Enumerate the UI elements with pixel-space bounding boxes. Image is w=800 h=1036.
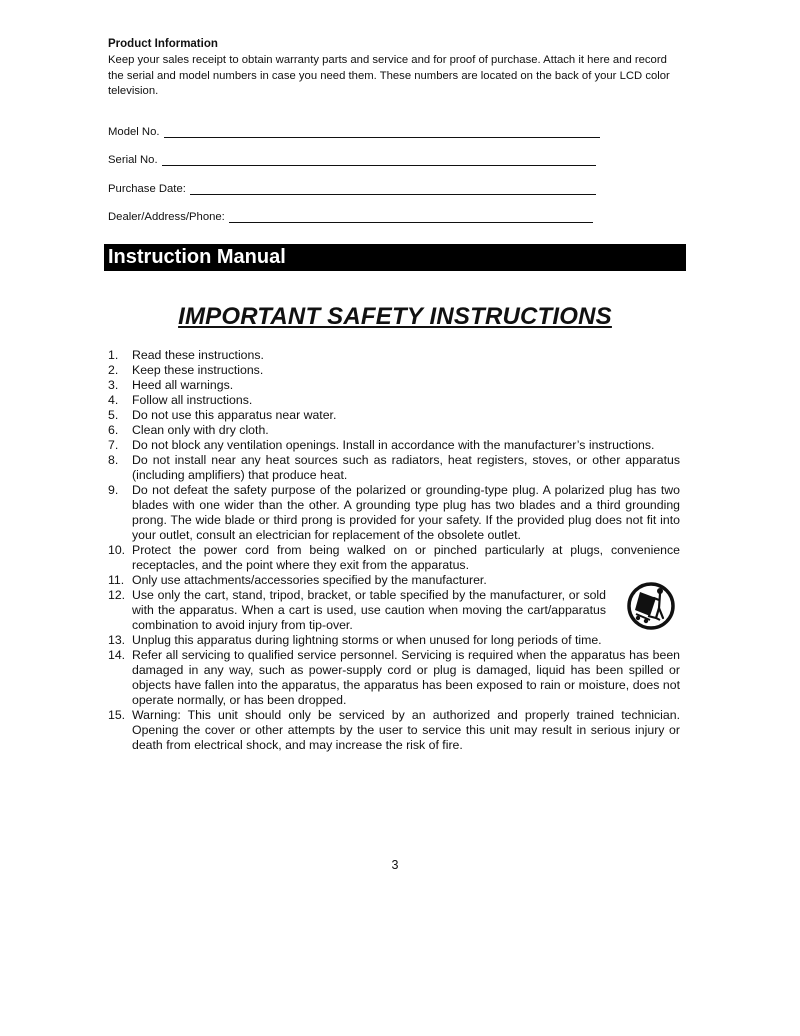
list-item: 5. Do not use this apparatus near water.: [108, 408, 337, 422]
list-item: 1. Read these instructions.: [108, 348, 264, 362]
list-item: 12. Use only the cart, stand, tripod, bracket, or table specified by the manufacturer, or sold with the apparatus. When a cart is used, use caution when moving the cart/apparatus combination to avoid injury from tip-over.: [108, 588, 606, 632]
list-item: 7. Do not block any ventilation openings. Install in accordance with the manufacturer’s instructions.: [108, 438, 655, 452]
serial-no-field: [108, 152, 596, 166]
list-item: 6. Clean only with dry cloth.: [108, 423, 269, 437]
list-item: 4. Follow all instructions.: [108, 393, 253, 407]
banner-edge: [102, 244, 104, 271]
list-item: 2. Keep these instructions.: [108, 363, 264, 377]
instruction-manual-banner: Instruction Manual: [102, 244, 686, 271]
list-item: 13. Unplug this apparatus during lightning storms or when unused for long periods of time.: [108, 633, 602, 647]
purchase-date-field: [108, 181, 596, 195]
list-item: 14. Refer all servicing to qualified service personnel. Servicing is required when the apparatus has been damaged in any way, such as power-supply cord or plug is damaged, liquid has been spilled or objects have fallen into the apparatus, the apparatus has been exposed to rain or moisture, does not operate normally, or has been dropped.: [108, 648, 680, 707]
dealer-label: Dealer/Address/Phone:: [108, 211, 225, 223]
model-no-label: Model No.: [108, 126, 160, 138]
list-item: 15. Warning: This unit should only be serviced by an authorized and properly trained technician. Opening the cover or other attempts by the user to service this unit may result in serious injury or death from electrical shock, and may increase the risk of fire.: [108, 708, 680, 752]
list-item: 3. Heed all warnings.: [108, 378, 234, 392]
purchase-date-line[interactable]: [190, 181, 596, 195]
dealer-line[interactable]: [229, 209, 593, 223]
list-item: 9. Do not defeat the safety purpose of the polarized or grounding-type plug. A polarized plug has two blades with one wider than the other. A grounding type plug has two blades and a third grounding prong. The wide blade or third prong is provided for your safety. If the provided plug does not fit into your outlet, consult an electrician for replacement of the obsolete outlet.: [108, 483, 680, 542]
serial-no-line[interactable]: [162, 152, 596, 166]
cart-tip-over-warning-icon: [626, 578, 676, 634]
model-no-field: [108, 124, 600, 138]
list-item: 11. Only use attachments/accessories specified by the manufacturer.: [108, 573, 487, 587]
safety-heading: IMPORTANT SAFETY INSTRUCTIONS: [178, 303, 612, 330]
safety-instructions-list: [108, 348, 680, 753]
list-item: 8. Do not install near any heat sources such as radiators, heat registers, stoves, or other apparatus (including amplifiers) that produce heat.: [108, 453, 680, 482]
purchase-date-label: Purchase Date:: [108, 183, 186, 195]
page-number: 3: [391, 858, 399, 872]
dealer-field: [108, 209, 593, 223]
product-info-title: Product Information: [108, 38, 218, 50]
list-item: 10. Protect the power cord from being walked on or pinched particularly at plugs, convenience receptacles, and the point where they exit from the apparatus.: [108, 543, 680, 572]
product-info-text: Keep your sales receipt to obtain warranty parts and service and for proof of purchase. Attach it here and record the serial and model numbers in case you need them. These numbers are located on the back of your LCD color television.: [108, 54, 670, 97]
serial-no-label: Serial No.: [108, 154, 158, 166]
model-no-line[interactable]: [164, 124, 600, 138]
